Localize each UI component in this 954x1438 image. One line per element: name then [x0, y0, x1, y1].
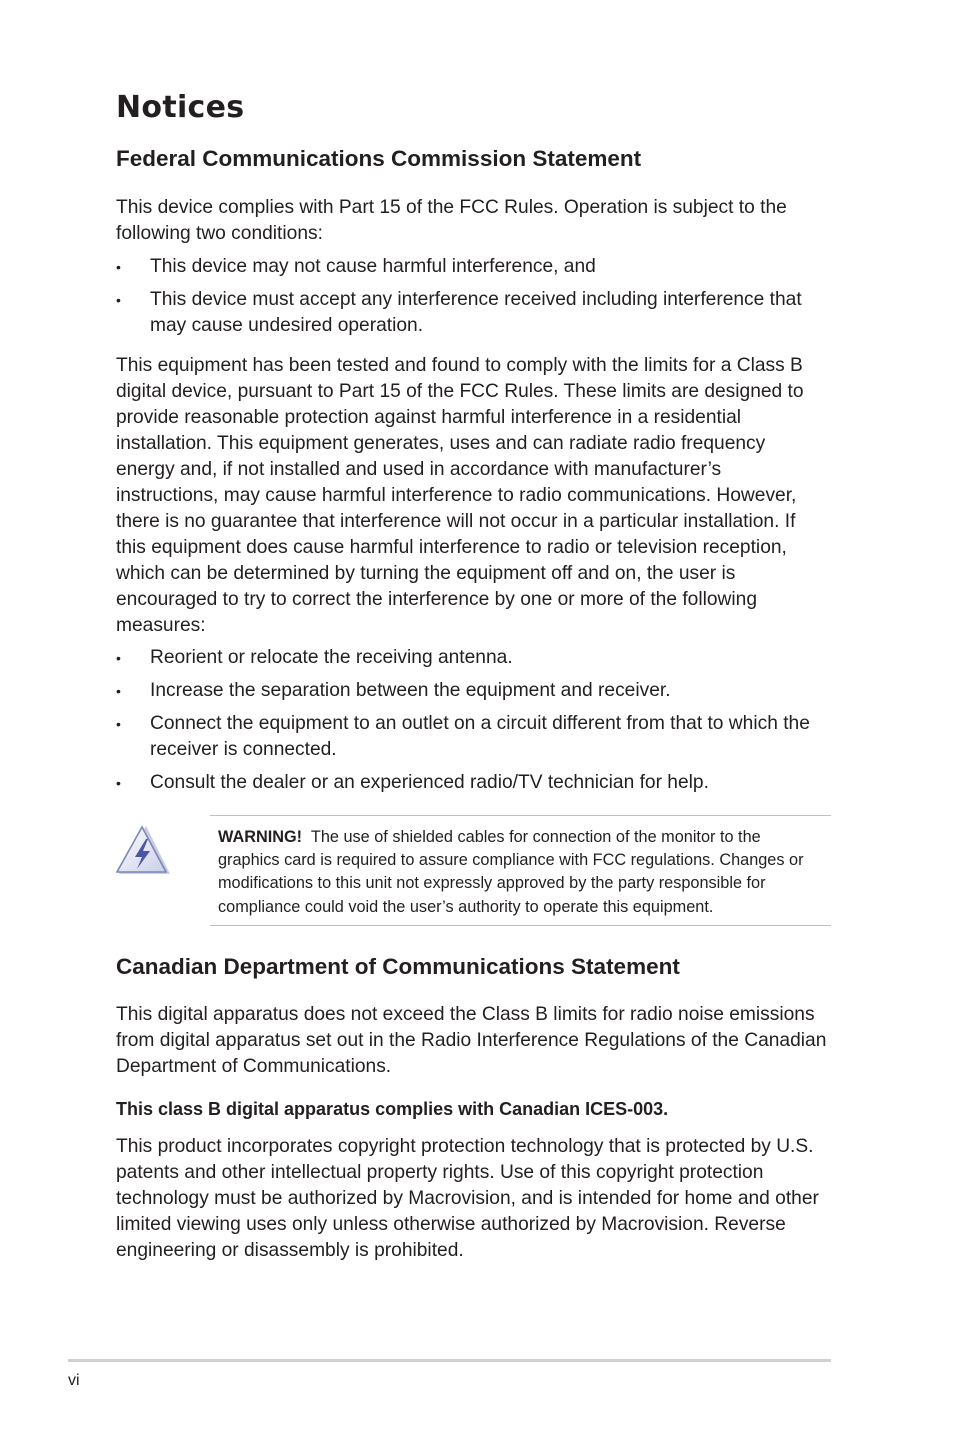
- page-number: vi: [68, 1372, 80, 1389]
- fcc-conditions-list: [116, 254, 832, 339]
- canada-paragraph: This digital apparatus does not exceed the Class B limits for radio noise emissions from digital apparatus set out in the Radio Interference Regulations of the Canadian Department of Communications.: [116, 1004, 827, 1077]
- list-item: • Consult the dealer or an experienced radio/TV technician for help.: [116, 770, 832, 796]
- bullet-icon: •: [116, 292, 121, 308]
- bullet-icon: •: [116, 683, 121, 699]
- ices-statement: This class B digital apparatus complies with Canadian ICES-003.: [116, 1099, 669, 1119]
- list-item: • Connect the equipment to an outlet on a circuit different from that to which the receiver is connected.: [116, 713, 810, 760]
- copyright-paragraph: This product incorporates copyright protection technology that is protected by U.S. patents and other intellectual property rights. Use of this copyright protection technology must be authorized by Macrovision, and is intended for home and other limited viewing uses only unless otherwise authorized by Macrovision. Reverse engineering or disassembly is prohibited.: [116, 1136, 819, 1261]
- list-item: • Reorient or relocate the receiving antenna.: [116, 645, 832, 671]
- warning-text: [218, 826, 824, 919]
- bullet-icon: •: [116, 775, 121, 791]
- bullet-icon: •: [116, 650, 121, 666]
- fcc-intro: This device complies with Part 15 of the FCC Rules. Operation is subject to the following two conditions:: [116, 197, 787, 244]
- warning-triangle-icon: [113, 824, 171, 878]
- footer-divider: [68, 1359, 831, 1362]
- fcc-paragraph: This equipment has been tested and found to comply with the limits for a Class B digital device, pursuant to Part 15 of the FCC Rules. These limits are designed to provide reasonable protection against harmful interference in a residential installation. This equipment generates, uses and can radiate radio frequency energy and, if not installed and used in accordance with manufacturer’s instructions, may cause harmful interference to radio communications. However, there is no guarantee that interference will not occur in a particular installation. If this equipment does cause harmful interference to radio or television reception, which can be determined by turning the equipment off and on, the user is encouraged to try to correct the interference by one or more of the following measures:: [116, 355, 804, 636]
- bullet-icon: •: [116, 716, 121, 732]
- canada-heading: Canadian Department of Communications Statement: [116, 954, 680, 979]
- fcc-heading: Federal Communications Commission Statement: [116, 146, 642, 171]
- warning-body: The use of shielded cables for connection of the monitor to the graphics card is required to assure compliance with FCC regulations. Changes or modifications to this unit not expressly approved by the party responsible for compliance could void the user’s authority to operate this equipment.: [218, 828, 804, 916]
- warning-label: WARNING!: [218, 828, 303, 846]
- list-item: • This device may not cause harmful interference, and: [116, 254, 832, 280]
- warning-box: [210, 815, 831, 926]
- list-item: • This device must accept any interference received including interference that may cause undesired operation.: [116, 289, 802, 336]
- fcc-measures-list: [116, 645, 832, 796]
- bullet-icon: •: [116, 259, 121, 275]
- list-item: • Increase the separation between the equipment and receiver.: [116, 678, 832, 704]
- page-title: Notices: [116, 90, 245, 125]
